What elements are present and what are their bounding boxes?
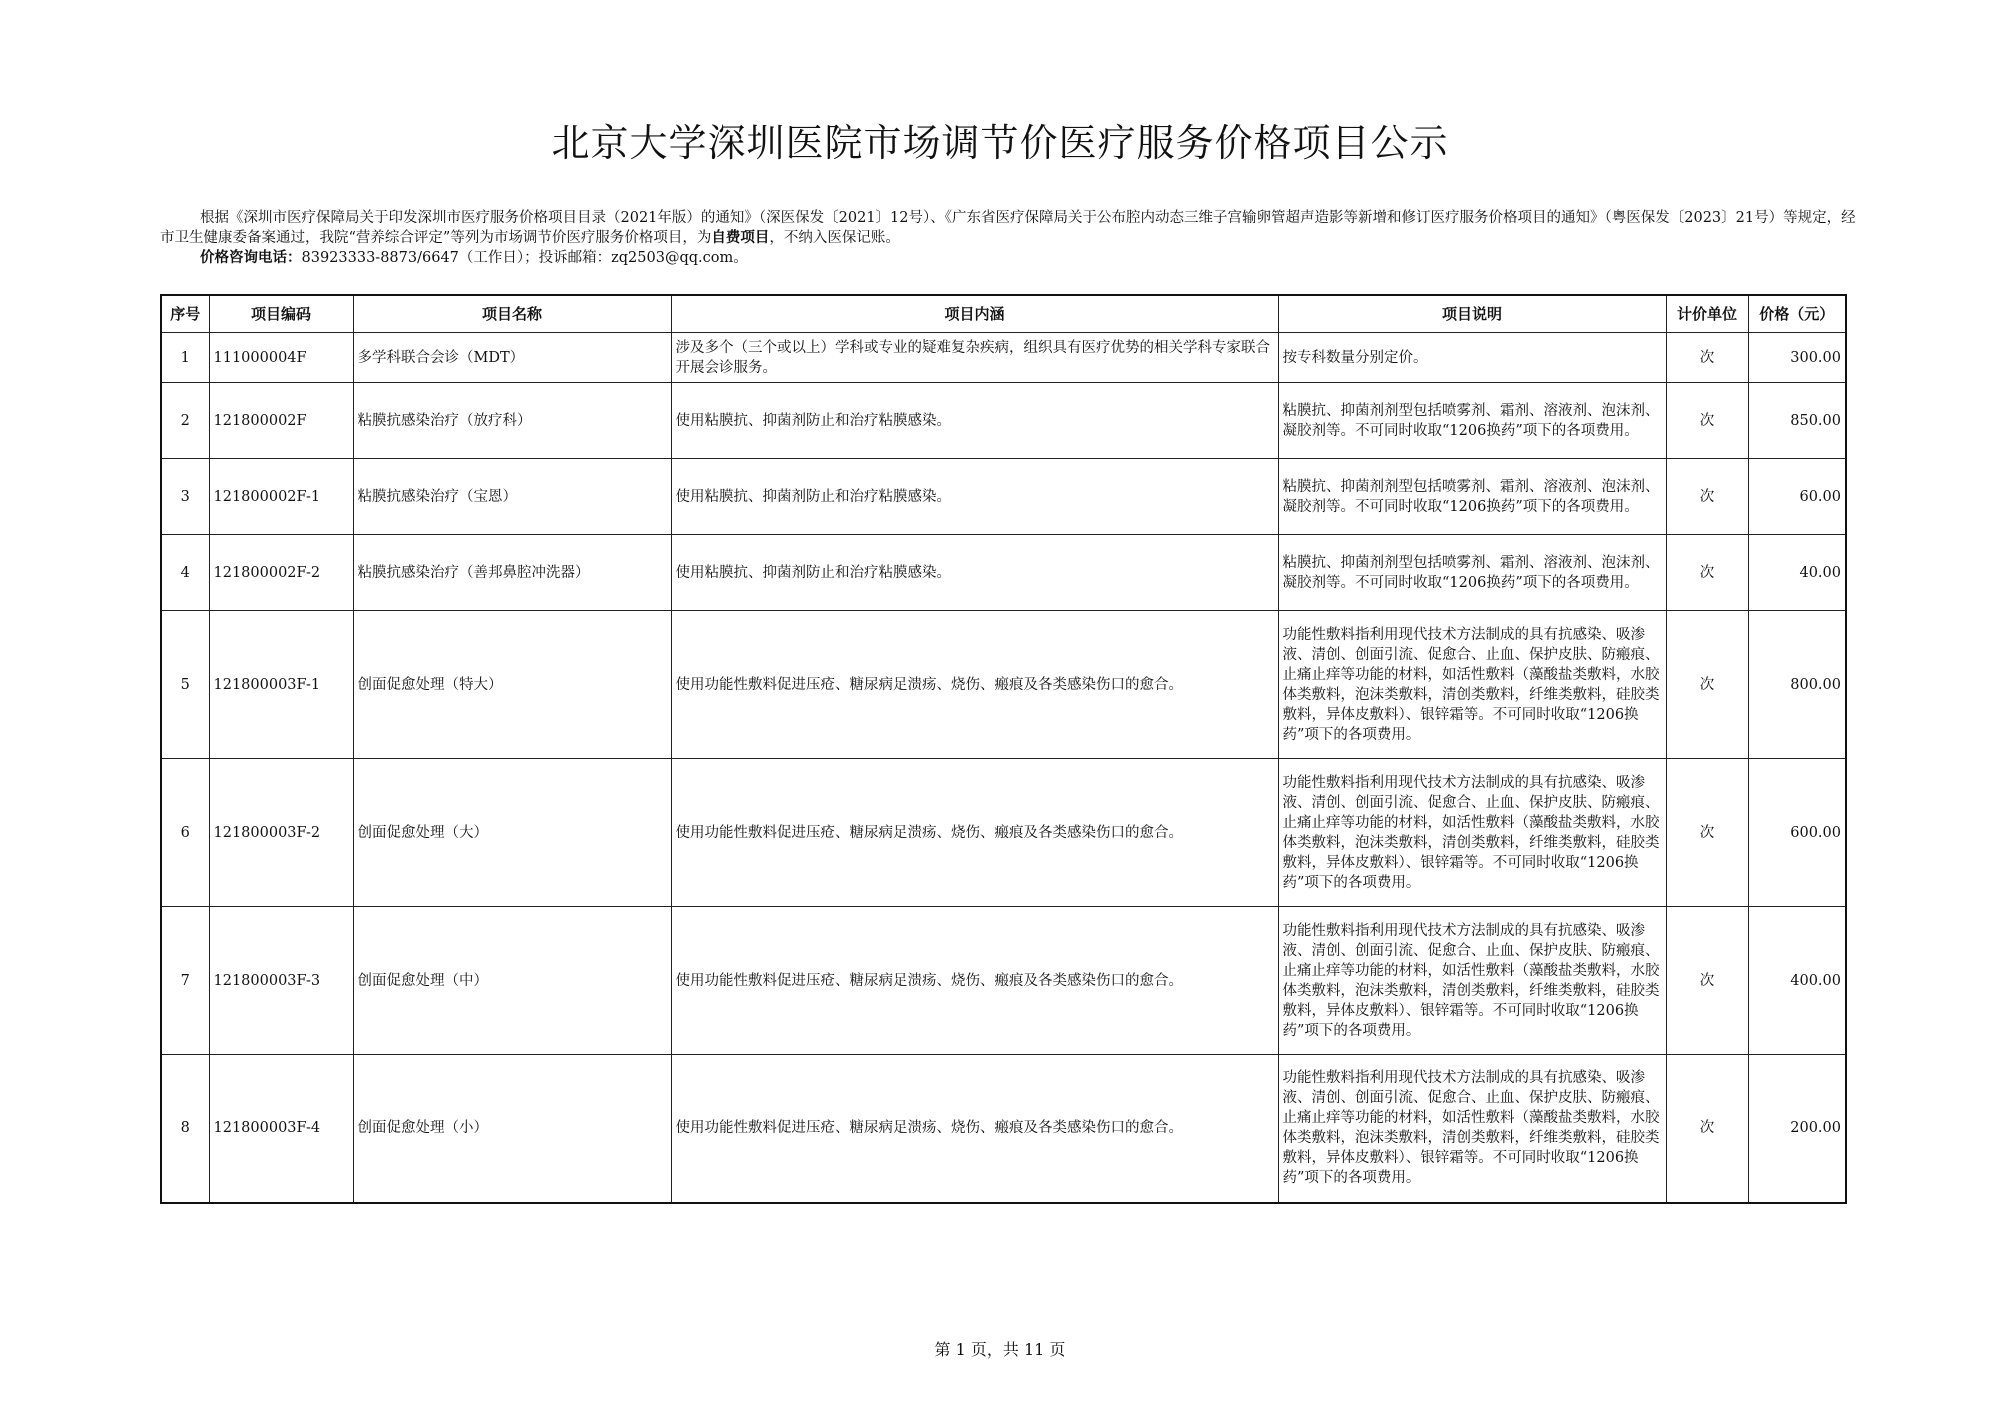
cell-price: 300.00 [1748, 333, 1846, 383]
cell-content: 使用粘膜抗、抑菌剂防止和治疗粘膜感染。 [671, 459, 1278, 535]
cell-unit: 次 [1666, 1055, 1748, 1203]
cell-no: 1 [161, 333, 209, 383]
cell-code: 121800002F [209, 383, 353, 459]
cell-desc: 粘膜抗、抑菌剂剂型包括喷雾剂、霜剂、溶液剂、泡沫剂、凝胶剂等。不可同时收取“1206换药”项下的各项费用。 [1278, 535, 1666, 611]
header-no: 序号 [161, 295, 209, 333]
cell-content: 涉及多个（三个或以上）学科或专业的疑难复杂疾病，组织具有医疗优势的相关学科专家联合开展会诊服务。 [671, 333, 1278, 383]
cell-code: 121800003F-4 [209, 1055, 353, 1203]
cell-name: 多学科联合会诊（MDT） [353, 333, 671, 383]
cell-price: 850.00 [1748, 383, 1846, 459]
cell-content: 使用功能性敷料促进压疮、糖尿病足溃疡、烧伤、瘢痕及各类感染伤口的愈合。 [671, 907, 1278, 1055]
cell-no: 7 [161, 907, 209, 1055]
cell-desc: 功能性敷料指利用现代技术方法制成的具有抗感染、吸渗液、清创、创面引流、促愈合、止血、保护皮肤、防瘢痕、止痛止痒等功能的材料，如活性敷料（藻酸盐类敷料，水胶体类敷料，泡沫类敷料，清创类敷料，纤维类敷料，硅胶类敷料，异体皮敷料）、银锌霜等。不可同时收取“1206换药”项下的各项费用。 [1278, 759, 1666, 907]
cell-unit: 次 [1666, 759, 1748, 907]
table-row [161, 759, 1846, 907]
cell-desc: 功能性敷料指利用现代技术方法制成的具有抗感染、吸渗液、清创、创面引流、促愈合、止血、保护皮肤、防瘢痕、止痛止痒等功能的材料，如活性敷料（藻酸盐类敷料，水胶体类敷料，泡沫类敷料，清创类敷料，纤维类敷料，硅胶类敷料，异体皮敷料）、银锌霜等。不可同时收取“1206换药”项下的各项费用。 [1278, 611, 1666, 759]
header-price: 价格（元） [1748, 295, 1846, 333]
cell-unit: 次 [1666, 535, 1748, 611]
intro-main: 根据《深圳市医疗保障局关于印发深圳市医疗服务价格项目目录（2021年版）的通知》（深医保发〔2021〕12号）、《广东省医疗保障局关于公布腔内动态三维子宫输卵管超声造影等新增和修订医疗服务价格项目的通知》（粤医保发〔2023〕21号）等规定，经市卫生健康委备案通过，我院“营养综合评定”等列为市场调节价医疗服务价格项目，为 [160, 210, 1856, 246]
intro-paragraph [160, 208, 1860, 268]
header-unit: 计价单位 [1666, 295, 1748, 333]
cell-price: 600.00 [1748, 759, 1846, 907]
contact-line [160, 248, 1860, 268]
cell-no: 8 [161, 1055, 209, 1203]
page-footer: 第 1 页，共 11 页 [934, 1340, 1066, 1359]
intro-tail: ，不纳入医保记账。 [769, 230, 900, 246]
cell-no: 6 [161, 759, 209, 907]
table-row [161, 907, 1846, 1055]
header-name: 项目名称 [353, 295, 671, 333]
header-content: 项目内涵 [671, 295, 1278, 333]
intro-text [160, 208, 1860, 248]
table-row [161, 459, 1846, 535]
table-row [161, 535, 1846, 611]
cell-unit: 次 [1666, 383, 1748, 459]
cell-name: 创面促愈处理（中） [353, 907, 671, 1055]
price-table [160, 294, 1847, 1204]
table-row [161, 1055, 1846, 1203]
cell-name: 创面促愈处理（小） [353, 1055, 671, 1203]
table-row [161, 611, 1846, 759]
cell-content: 使用功能性敷料促进压疮、糖尿病足溃疡、烧伤、瘢痕及各类感染伤口的愈合。 [671, 759, 1278, 907]
cell-desc: 粘膜抗、抑菌剂剂型包括喷雾剂、霜剂、溶液剂、泡沫剂、凝胶剂等。不可同时收取“1206换药”项下的各项费用。 [1278, 383, 1666, 459]
intro-bold: 自费项目 [711, 229, 770, 246]
cell-name: 创面促愈处理（大） [353, 759, 671, 907]
cell-unit: 次 [1666, 333, 1748, 383]
cell-unit: 次 [1666, 459, 1748, 535]
cell-code: 121800003F-1 [209, 611, 353, 759]
cell-name: 粘膜抗感染治疗（放疗科） [353, 383, 671, 459]
cell-name: 创面促愈处理（特大） [353, 611, 671, 759]
cell-price: 40.00 [1748, 535, 1846, 611]
cell-code: 111000004F [209, 333, 353, 383]
cell-code: 121800003F-3 [209, 907, 353, 1055]
cell-desc: 按专科数量分别定价。 [1278, 333, 1666, 383]
cell-desc: 功能性敷料指利用现代技术方法制成的具有抗感染、吸渗液、清创、创面引流、促愈合、止血、保护皮肤、防瘢痕、止痛止痒等功能的材料，如活性敷料（藻酸盐类敷料，水胶体类敷料，泡沫类敷料，清创类敷料，纤维类敷料，硅胶类敷料，异体皮敷料）、银锌霜等。不可同时收取“1206换药”项下的各项费用。 [1278, 1055, 1666, 1203]
contact-value: 83923333-8873/6647（工作日）；投诉邮箱：zq2503@qq.com。 [301, 250, 748, 266]
cell-unit: 次 [1666, 907, 1748, 1055]
cell-name: 粘膜抗感染治疗（宝恩） [353, 459, 671, 535]
cell-code: 121800003F-2 [209, 759, 353, 907]
cell-no: 2 [161, 383, 209, 459]
cell-desc: 功能性敷料指利用现代技术方法制成的具有抗感染、吸渗液、清创、创面引流、促愈合、止血、保护皮肤、防瘢痕、止痛止痒等功能的材料，如活性敷料（藻酸盐类敷料，水胶体类敷料，泡沫类敷料，清创类敷料，纤维类敷料，硅胶类敷料，异体皮敷料）、银锌霜等。不可同时收取“1206换药”项下的各项费用。 [1278, 907, 1666, 1055]
cell-content: 使用功能性敷料促进压疮、糖尿病足溃疡、烧伤、瘢痕及各类感染伤口的愈合。 [671, 1055, 1278, 1203]
cell-price: 200.00 [1748, 1055, 1846, 1203]
cell-no: 3 [161, 459, 209, 535]
cell-code: 121800002F-2 [209, 535, 353, 611]
cell-content: 使用功能性敷料促进压疮、糖尿病足溃疡、烧伤、瘢痕及各类感染伤口的愈合。 [671, 611, 1278, 759]
header-desc: 项目说明 [1278, 295, 1666, 333]
page-title: 北京大学深圳医院市场调节价医疗服务价格项目公示 [551, 121, 1449, 165]
table-row [161, 383, 1846, 459]
cell-desc: 粘膜抗、抑菌剂剂型包括喷雾剂、霜剂、溶液剂、泡沫剂、凝胶剂等。不可同时收取“1206换药”项下的各项费用。 [1278, 459, 1666, 535]
table-row [161, 333, 1846, 383]
table-header-row [161, 295, 1846, 333]
cell-price: 800.00 [1748, 611, 1846, 759]
cell-code: 121800002F-1 [209, 459, 353, 535]
cell-no: 4 [161, 535, 209, 611]
cell-content: 使用粘膜抗、抑菌剂防止和治疗粘膜感染。 [671, 383, 1278, 459]
cell-no: 5 [161, 611, 209, 759]
contact-label: 价格咨询电话： [200, 249, 302, 266]
cell-name: 粘膜抗感染治疗（善邦鼻腔冲洗器） [353, 535, 671, 611]
cell-content: 使用粘膜抗、抑菌剂防止和治疗粘膜感染。 [671, 535, 1278, 611]
cell-price: 400.00 [1748, 907, 1846, 1055]
header-code: 项目编码 [209, 295, 353, 333]
cell-price: 60.00 [1748, 459, 1846, 535]
cell-unit: 次 [1666, 611, 1748, 759]
